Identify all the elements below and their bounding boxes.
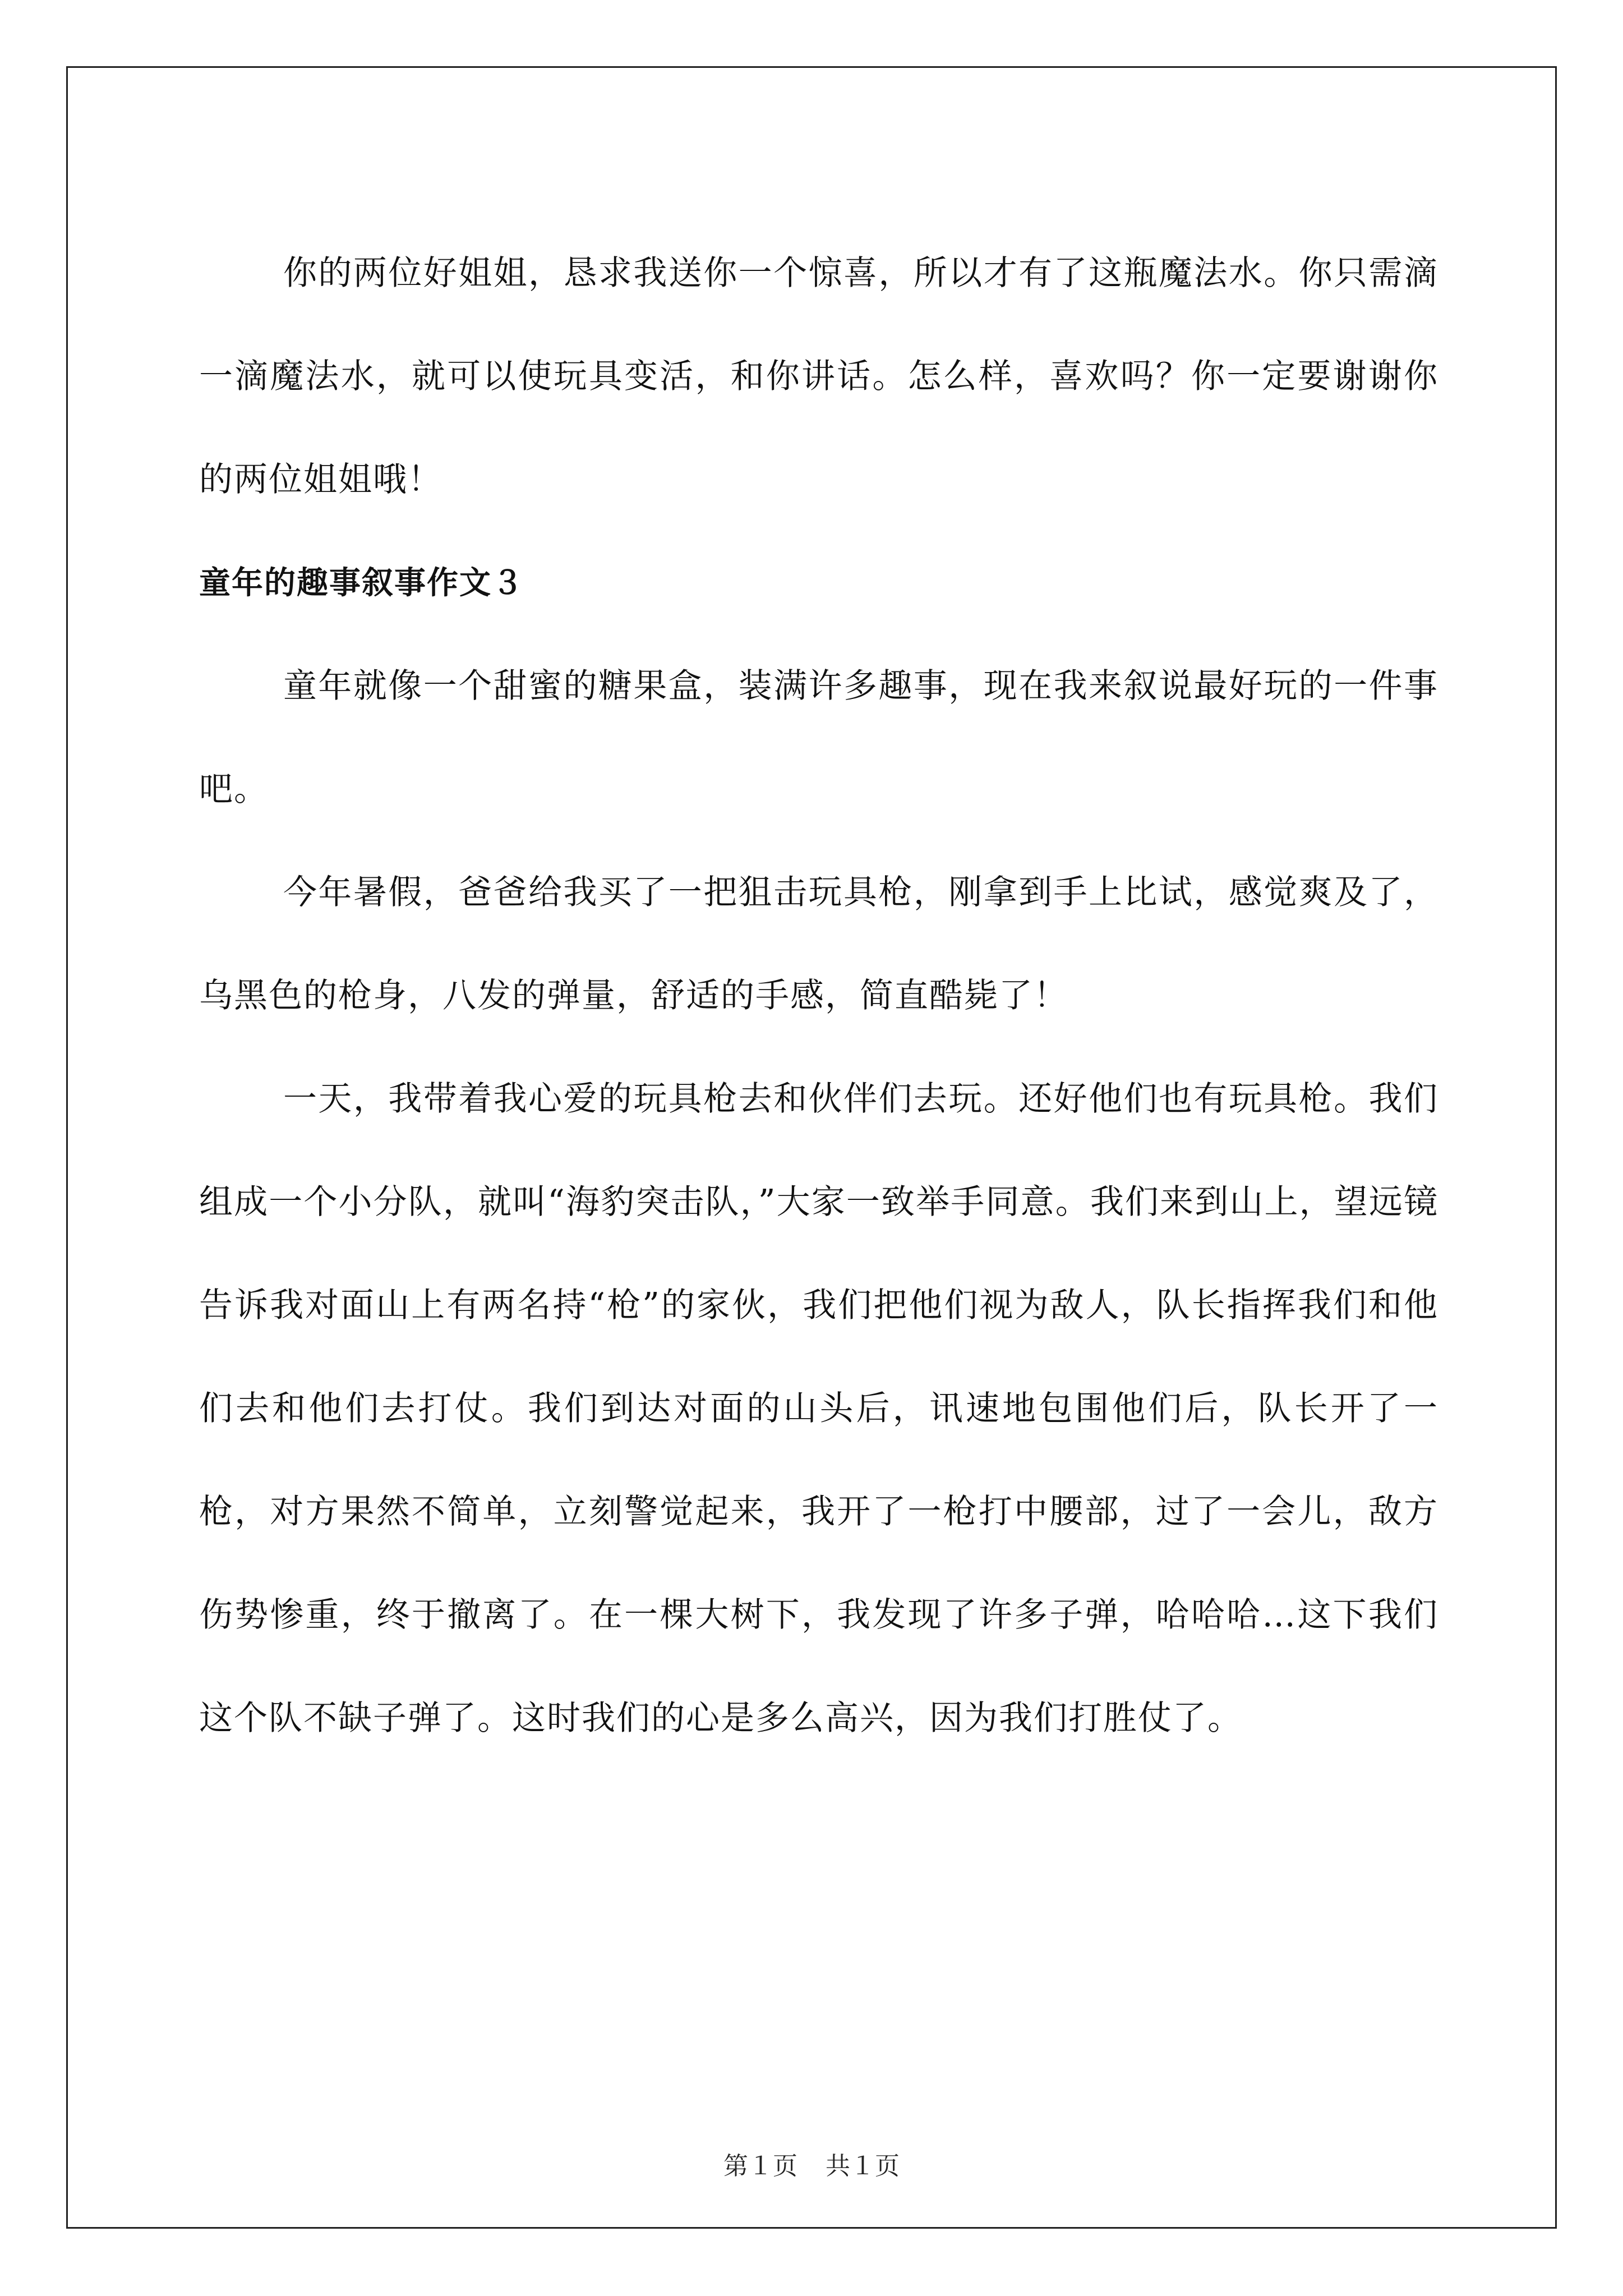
section-heading: 童年的趣事叙事作文３ (199, 564, 524, 601)
paragraph-seal-team: 一天，我带着我心爱的玩具枪去和伙伴们去玩。还好他们也有玩具枪。我们组成一个小分队，就叫“海豹突击队，”大家一致举手同意。我们来到山上，望远镜告诉我对面山上有两名持“枪”的家伙，我们把他们视为敌人，队长指挥我们和他们去和他们去打仗。我们到达对面的山头后，讯速地包围他们后，队长开了一枪，对方果然不简单，立刻警觉起来，我开了一枪打中腰部，过了一会儿，敌方伤势惨重，终于撤离了。在一棵大树下，我发现了许多子弹，哈哈哈…这下我们这个队不缺子弹了。这时我们的心是多么高兴，因为我们打胜仗了。 (199, 1079, 1438, 1738)
page-number-current: 第１页 (723, 2152, 797, 2180)
paragraph-candy-box: 童年就像一个甜蜜的糖果盒，装满许多趣事，现在我来叙说最好玩的一件事吧。 (199, 666, 1438, 809)
page-footer (0, 2146, 1623, 2182)
document-body (199, 222, 1438, 1770)
page-number-total: 共１页 (826, 2152, 900, 2180)
paragraph-toy-gun: 今年暑假，爸爸给我买了一把狙击玩具枪，刚拿到手上比试，感觉爽及了，乌黑色的枪身，八发的弹量，舒适的手感，简直酷毙了！ (199, 873, 1438, 1015)
paragraph-magic-water: 你的两位好姐姐，恳求我送你一个惊喜，所以才有了这瓶魔法水。你只需滴一滴魔法水，就可以使玩具变活，和你讲话。怎么样，喜欢吗？你一定要谢谢你的两位姐姐哦！ (199, 254, 1438, 499)
